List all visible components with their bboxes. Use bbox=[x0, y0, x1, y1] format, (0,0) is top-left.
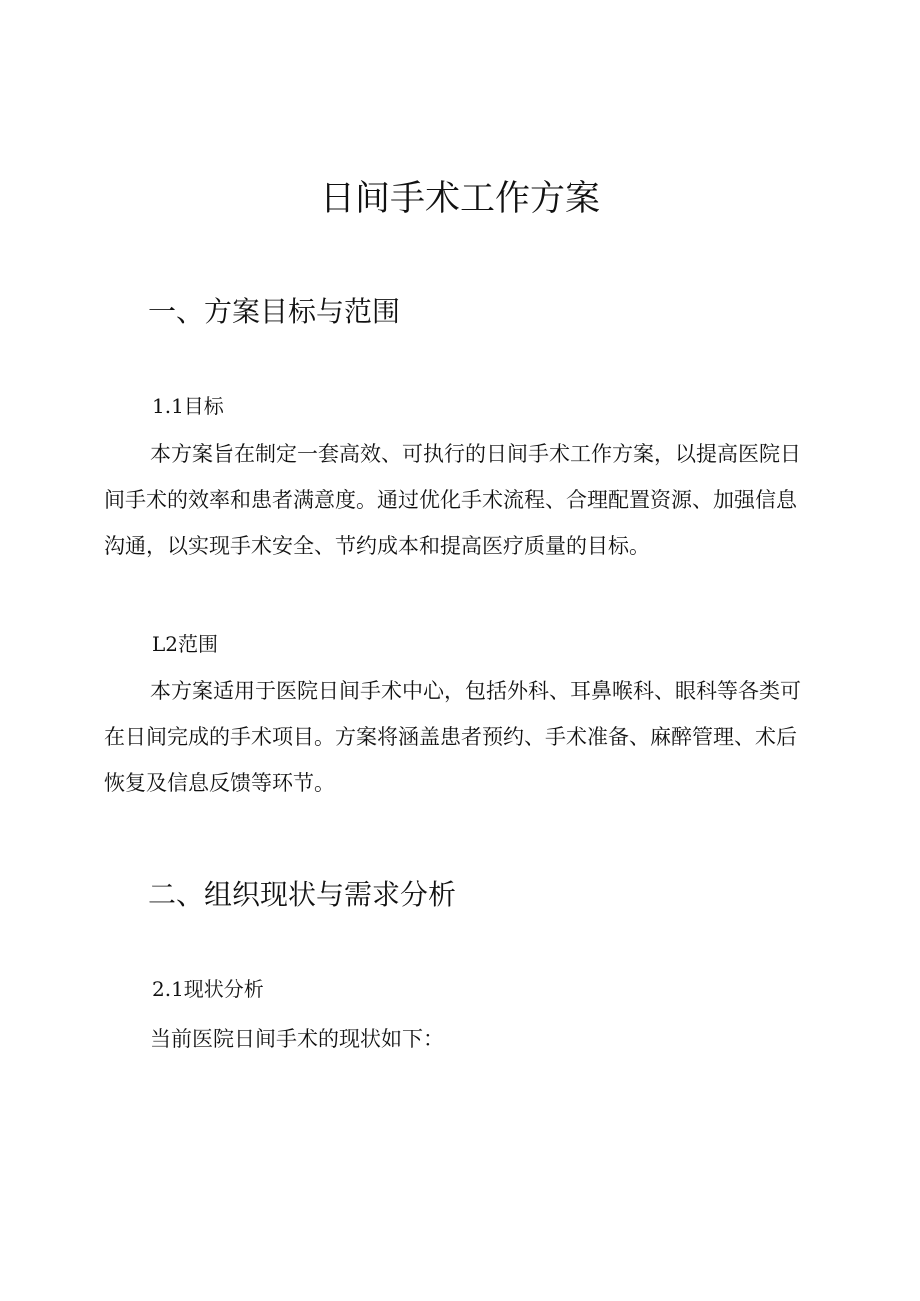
paragraph-status bbox=[104, 1016, 820, 1062]
subsection-heading-scope: L2范围 bbox=[152, 632, 219, 656]
subsection-heading-goals: 1.1目标 bbox=[152, 394, 224, 418]
paragraph-line: 间手术的效率和患者满意度。通过优化手术流程、合理配置资源、加强信息 bbox=[104, 488, 797, 512]
section-heading-goals-scope: 一、方案目标与范围 bbox=[148, 295, 401, 328]
paragraph-line: 恢复及信息反馈等环节。 bbox=[104, 771, 335, 795]
paragraph-line: 本方案旨在制定一套高效、可执行的日间手术工作方案，以提高医院日 bbox=[150, 442, 801, 466]
paragraph-scope bbox=[104, 668, 820, 806]
paragraph-line: 本方案适用于医院日间手术中心，包括外科、耳鼻喉科、眼科等各类可 bbox=[150, 679, 801, 703]
paragraph-line: 当前医院日间手术的现状如下： bbox=[150, 1027, 444, 1051]
paragraph-line: 在日间完成的手术项目。方案将涵盖患者预约、手术准备、麻醉管理、术后 bbox=[104, 725, 797, 749]
subsection-heading-status: 2.1现状分析 bbox=[152, 977, 264, 1001]
paragraph-line: 沟通，以实现手术安全、节约成本和提高医疗质量的目标。 bbox=[104, 534, 650, 558]
document-title: 日间手术工作方案 bbox=[319, 179, 600, 219]
section-heading-status-analysis: 二、组织现状与需求分析 bbox=[148, 878, 457, 911]
paragraph-goals bbox=[104, 431, 820, 569]
